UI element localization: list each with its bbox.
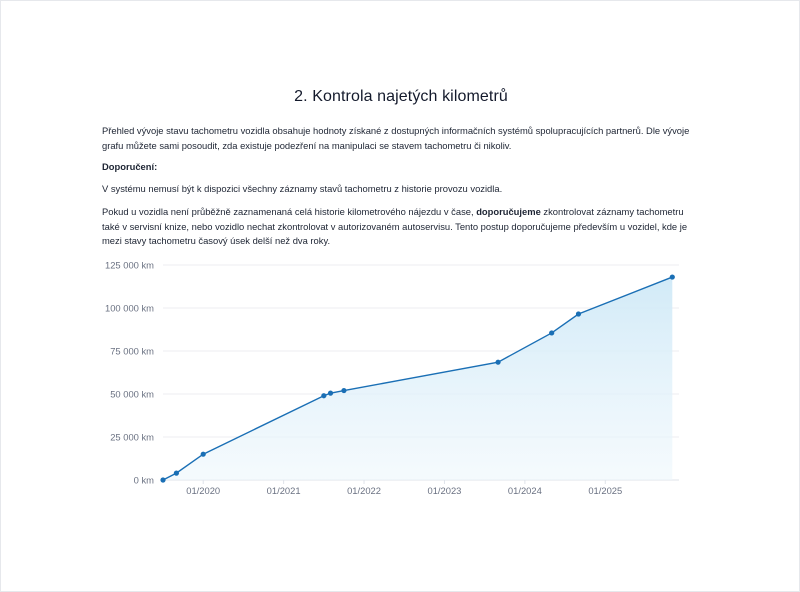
y-tick-label: 50 000 km xyxy=(110,388,154,400)
y-tick-label: 100 000 km xyxy=(105,302,154,314)
data-point xyxy=(495,360,500,365)
data-point xyxy=(160,477,165,482)
y-tick-label: 75 000 km xyxy=(110,345,154,357)
x-tick-label: 01/2021 xyxy=(266,485,301,496)
data-point xyxy=(201,452,206,457)
x-tick-label: 01/2024 xyxy=(507,485,542,496)
section-heading: 2. Kontrola najetých kilometrů xyxy=(294,88,508,105)
intro-paragraph: Přehled vývoje stavu tachometru vozidla obsahuje hodnoty získané z dostupných informačních systémů spolupracujících partnerů. Dle vývoje grafu můžete sami posoudit, zda existuje podezření na manipulaci se stavem tachometru či nikoliv. xyxy=(102,125,690,151)
x-axis-ticks xyxy=(186,480,622,496)
x-tick-label: 01/2023 xyxy=(427,485,462,496)
recommendation-label: Doporučení: xyxy=(102,161,158,172)
data-point xyxy=(549,330,554,335)
odometer-chart xyxy=(1,1,800,592)
x-tick-label: 01/2025 xyxy=(588,485,623,496)
data-point xyxy=(328,391,333,396)
data-point xyxy=(321,393,326,398)
advice-text-after: zkontrolovat záznamy tachometru také v servisní knize, nebo vozidlo nechat zkontrolovat v autorizovaném autoservisu. Tento postup doporučujeme především u vozidel, kde je mezi stavy tachometru časový úsek delší než dva roky. xyxy=(102,206,688,247)
y-tick-label: 125 000 km xyxy=(105,259,154,271)
advice-strong-text: doporučujeme xyxy=(476,206,541,217)
data-point xyxy=(670,274,675,279)
y-tick-label: 25 000 km xyxy=(110,431,154,443)
y-tick-label: 0 km xyxy=(133,474,154,486)
data-point xyxy=(576,311,581,316)
y-axis-ticks xyxy=(105,259,154,485)
note-paragraph: V systému nemusí být k dispozici všechny záznamy stavů tachometru z historie provozu vozidla. xyxy=(102,183,503,194)
x-tick-label: 01/2022 xyxy=(347,485,381,496)
data-point xyxy=(341,388,346,393)
advice-text-before: Pokud u vozidla není průběžně zaznamenaná celá historie kilometrového nájezdu v čase, xyxy=(102,206,477,217)
x-tick-label: 01/2020 xyxy=(186,485,221,496)
data-point xyxy=(174,471,179,476)
